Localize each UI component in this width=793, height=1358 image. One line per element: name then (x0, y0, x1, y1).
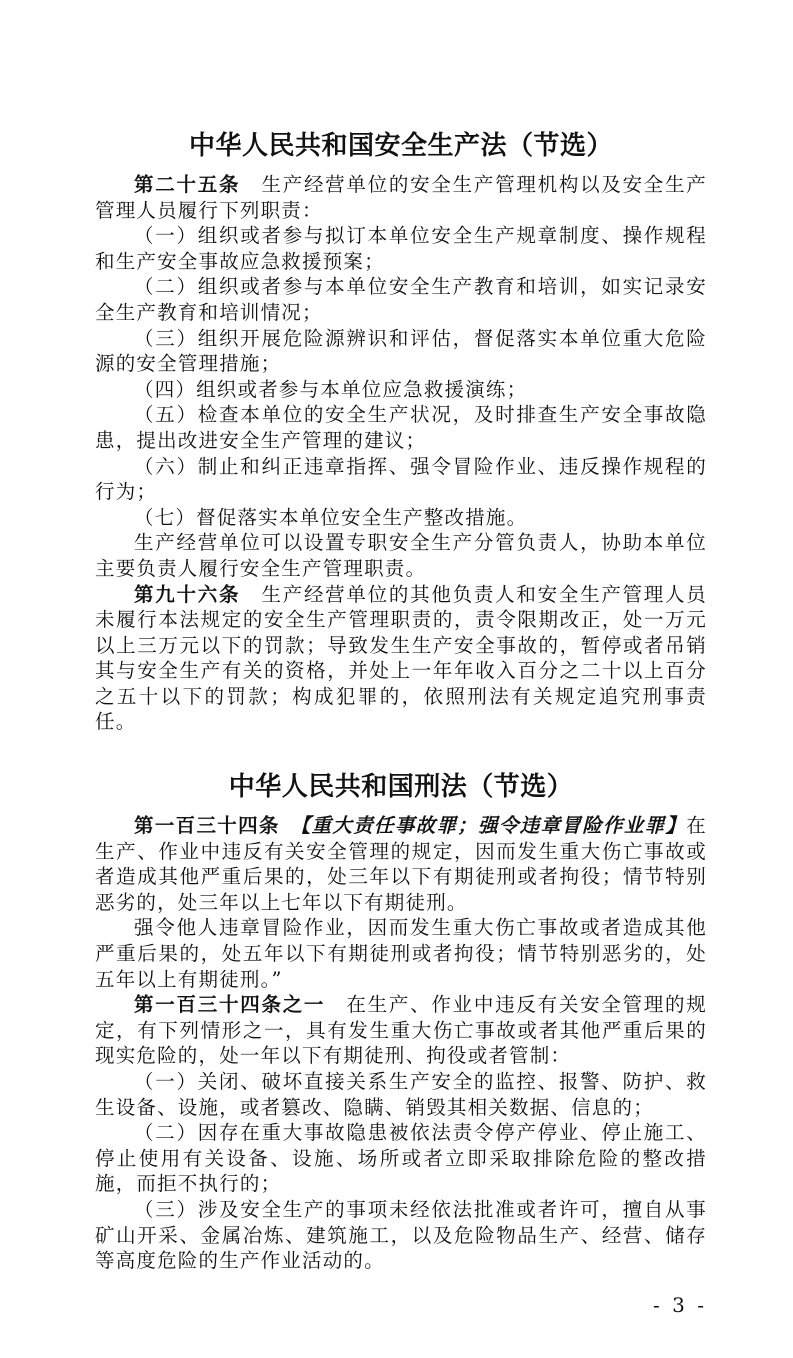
article-paragraph (95, 992, 707, 1069)
article-paragraph (95, 1197, 707, 1274)
article-text: 在生产、作业中违反有关安全管理的规定，因而发生重大伤亡事故或者造成其他严重后果的，处三年以下有期徒刑或者拘役；情节特别恶劣的，处三年以上七年以下有期徒刑。 (95, 814, 707, 914)
article-text: 生产经营单位可以设置专职安全生产分管负责人，协助本单位主要负责人履行安全生产管理职责。 (95, 531, 707, 580)
section-title: 中华人民共和国安全生产法（节选） (188, 131, 613, 161)
article-text: 在生产、作业中违反有关安全管理的规定，有下列情形之一，具有发生重大伤亡事故或者其他严重后果的现实危险的，处一年以下有期徒刑、拘役或者管制： (95, 993, 707, 1068)
article-text: （二）因存在重大事故隐患被依法责令停产停业、停止施工、停止使用有关设备、设施、场所或者立即采取排除危险的整改措施，而拒不执行的； (95, 1121, 707, 1196)
article-paragraph (95, 402, 707, 453)
article-paragraph (95, 454, 707, 505)
law-section (95, 128, 707, 735)
article-text: （一）关闭、破坏直接关系生产安全的监控、报警、防护、救生设备、设施，或者篡改、隐瞒、销毁其相关数据、信息的； (95, 1070, 707, 1119)
article-paragraph (95, 505, 707, 531)
article-number: 第九十六条 (134, 582, 241, 606)
article-text: （四）组织或者参与本单位应急救援演练； (134, 377, 528, 401)
article-paragraph (95, 915, 707, 992)
law-section (95, 769, 707, 1274)
article-text: （三）组织开展危险源辨识和评估，督促落实本单位重大危险源的安全管理措施； (95, 326, 707, 376)
article-number: 第一百三十四条之一 (134, 993, 326, 1017)
article-paragraph (95, 1120, 707, 1197)
article-text: （六）制止和纠正违章指挥、强令冒险作业、违反操作规程的行为； (95, 454, 707, 504)
document-content (95, 128, 707, 1274)
article-text: （五）检查本单位的安全生产状况，及时排查生产安全事故隐患，提出改进安全生产管理的建议； (95, 403, 707, 452)
article-paragraph (95, 530, 707, 581)
article-text: 生产经营单位的其他负责人和安全生产管理人员未履行本法规定的安全生产管理职责的，责令限期改正，处一万元以上三万元以下的罚款；导致发生生产安全事故的，暂停或者吊销其与安全生产有关的资格，并处上一年年收入百分之二十以上百分之五十以下的罚款；构成犯罪的，依照刑法有关规定追究刑事责任。 (95, 582, 707, 734)
article-text: （一）组织或者参与拟订本单位安全生产规章制度、操作规程和生产安全事故应急救援预案； (95, 224, 707, 273)
article-text: （三）涉及安全生产的事项未经依法批准或者许可，擅自从事矿山开采、金属冶炼、建筑施工，以及危险物品生产、经营、储存等高度危险的生产作业活动的。 (95, 1197, 707, 1273)
page-number: - 3 - (653, 1292, 707, 1317)
article-paragraph (95, 326, 707, 377)
article-paragraph (95, 813, 707, 915)
article-text: 强令他人违章冒险作业，因而发生重大伤亡事故或者造成其他严重后果的，处五年以下有期徒刑或者拘役；情节特别恶劣的，处五年以上有期徒刑。” (95, 916, 707, 991)
article-paragraph (95, 1069, 707, 1120)
crime-name: 【重大责任事故罪；强令违章冒险作业罪】 (279, 814, 687, 838)
article-number: 第二十五条 (134, 173, 241, 196)
article-text: （二）组织或者参与本单位安全生产教育和培训，如实记录安全生产教育和培训情况； (95, 275, 707, 324)
article-text: 生产经营单位的安全生产管理机构以及安全生产管理人员履行下列职责： (95, 173, 707, 222)
article-paragraph (95, 582, 707, 736)
article-number: 第一百三十四条 (134, 814, 280, 838)
article-paragraph (95, 223, 707, 274)
article-paragraph (95, 172, 707, 223)
section-title: 中华人民共和国刑法（节选） (228, 772, 574, 803)
article-text: （七）督促落实本单位安全生产整改措施。 (134, 505, 528, 529)
document-page (95, 0, 707, 1358)
article-paragraph (95, 377, 707, 403)
article-paragraph (95, 274, 707, 325)
